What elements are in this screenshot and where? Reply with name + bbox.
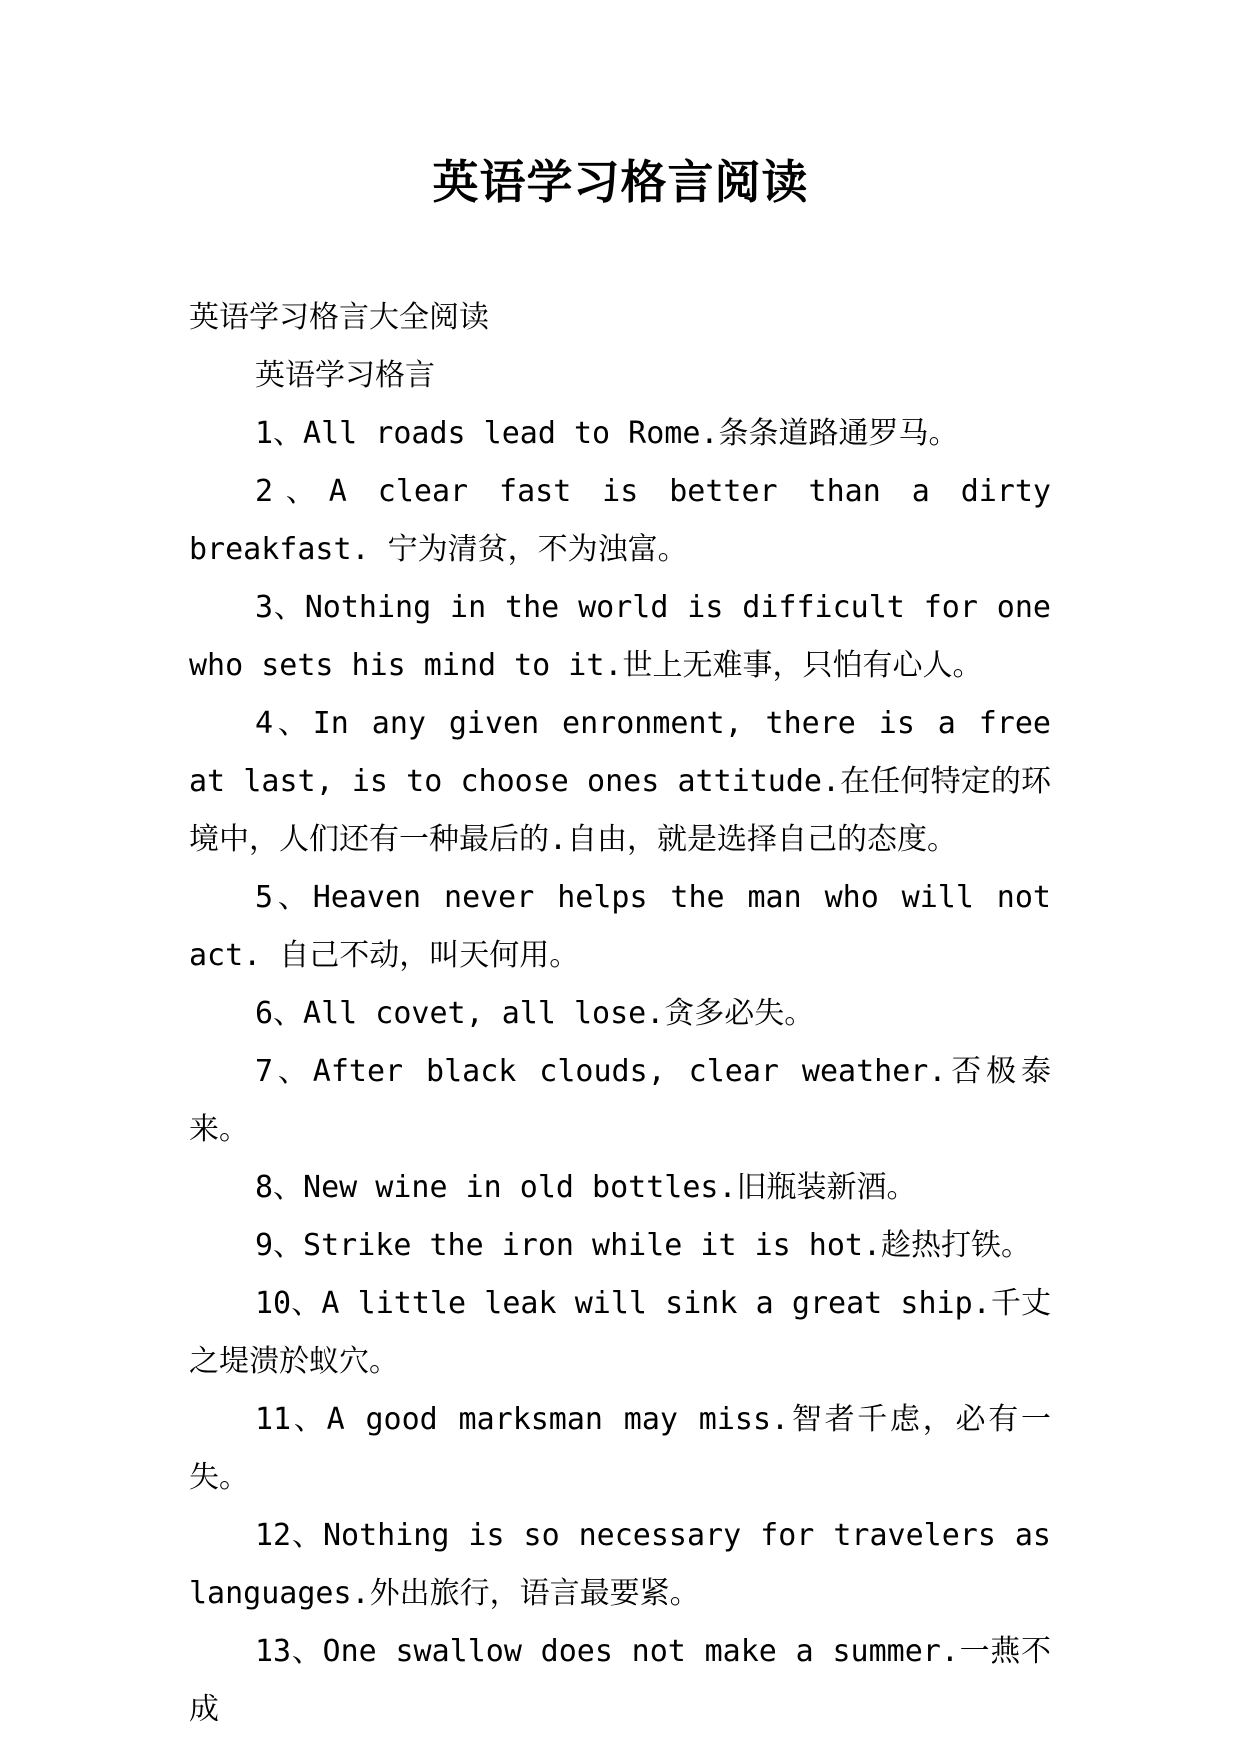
list-item: 12、Nothing is so necessary for travelers as languages.外出旅行，语言最要紧。: [189, 1518, 1051, 1611]
document-title: 英语学习格言阅读: [432, 155, 809, 209]
list-item: 3、Nothing in the world is difficult for one who sets his mind to it.世上无难事，只怕有心人。: [189, 590, 1051, 683]
section-heading: 英语学习格言: [255, 358, 435, 393]
list-item: 6、All covet, all lose.贪多必失。: [255, 996, 815, 1031]
list-item: 4、In any given enronment, there is a free at last, is to choose ones attitude.在任何特定的环境中，人们还有一种最后的.自由，就是选择自己的态度。: [189, 706, 1051, 857]
list-item: 10、A little leak will sink a great ship.千丈之堤溃於蚁穴。: [189, 1286, 1051, 1379]
list-item: 5、Heaven never helps the man who will not act. 自己不动，叫天何用。: [189, 880, 1051, 973]
list-item: 8、New wine in old bottles.旧瓶装新酒。: [255, 1170, 917, 1205]
list-item: 7、After black clouds, clear weather.否极泰来。: [189, 1054, 1051, 1147]
list-item: 11、A good marksman may miss.智者千虑，必有一失。: [189, 1402, 1051, 1495]
list-item: 1、All roads lead to Rome.条条道路通罗马。: [255, 416, 959, 451]
list-item: 13、One swallow does not make a summer.一燕不成: [189, 1634, 1051, 1727]
list-item: 2、A clear fast is better than a dirty breakfast. 宁为清贫，不为浊富。: [189, 474, 1051, 567]
subtitle: 英语学习格言大全阅读: [189, 300, 489, 335]
list-item: 9、Strike the iron while it is hot.趁热打铁。: [255, 1228, 1032, 1263]
document-body: [189, 289, 1051, 1739]
